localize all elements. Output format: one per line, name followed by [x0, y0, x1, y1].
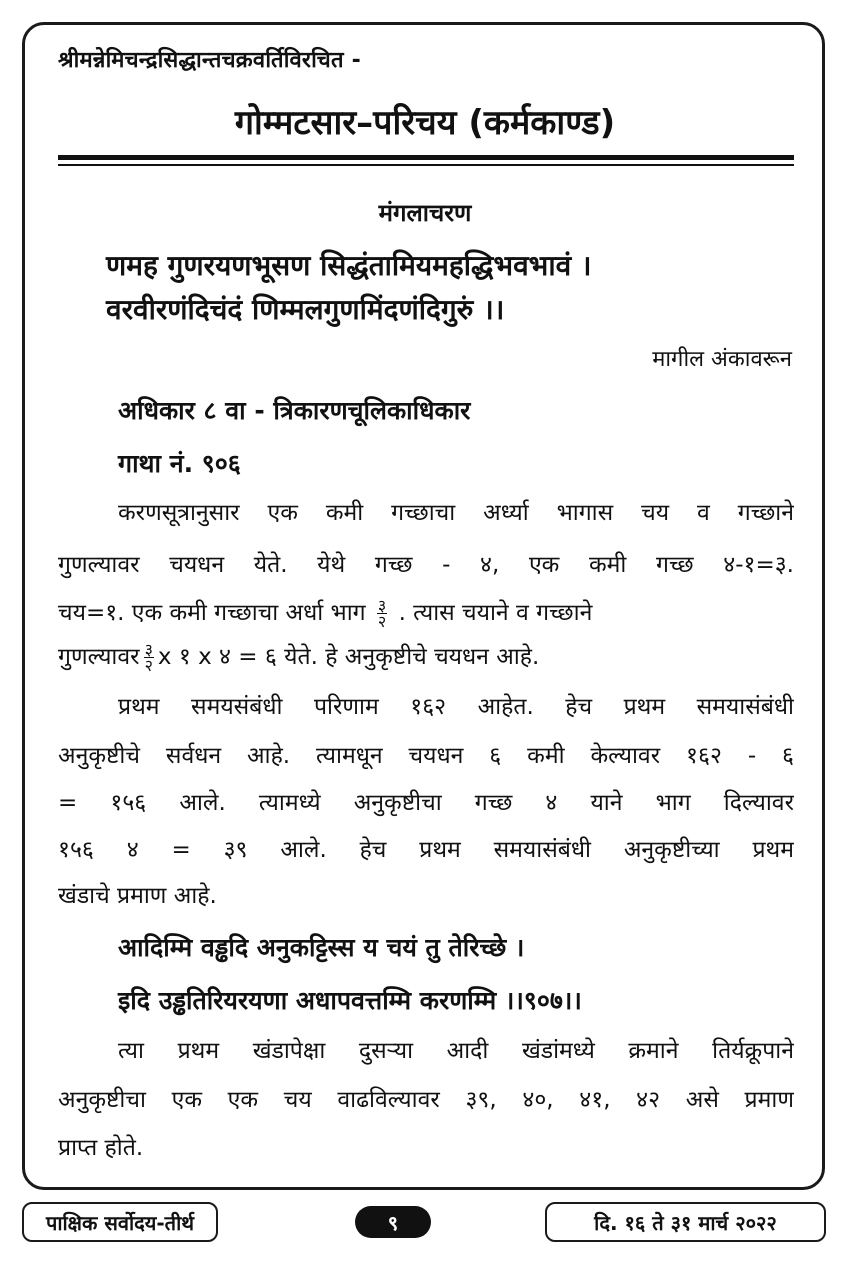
fraction-denominator: २ [144, 656, 153, 675]
paragraph-1-line-4 [58, 642, 794, 673]
paragraph-2-line-4: १५६ ४ = ३९ आले. हेच प्रथम समयासंबंधी अनुकृष्टीच्या प्रथम [58, 837, 794, 863]
footer-publication: पाक्षिक सर्वोदय-तीर्थ [22, 1202, 218, 1242]
paragraph-1-line-4-text-b: x १ x ४ = ६ येते. हे अनुकृष्टीचे चयधन आहे. [157, 644, 540, 670]
paragraph-1-line-3-text-b: . त्यास चयाने व गच्छाने [398, 600, 593, 626]
title-divider-thick [58, 155, 794, 160]
verse-907-line-2: इदि उड्ढतिरियरयणा अधापवत्तम्मि करणम्मि ।।९०७।। [118, 986, 582, 1015]
page-title: गोम्मटसार–परिचय (कर्मकाण्ड) [234, 103, 616, 143]
paragraph-3-line-3: प्राप्त होते. [58, 1135, 144, 1161]
verse-907-line-1: आदिम्मि वड्ढदि अनुकट्टिस्स य चयं तु तेरिच्छे । [118, 933, 525, 962]
page-number: ९ [355, 1206, 431, 1238]
paragraph-1-line-3-text-a: चय=१. एक कमी गच्छाचा अर्धा भाग [58, 600, 366, 626]
paragraph-2-line-3: = १५६ आले. त्यामध्ये अनुकृष्टीचा गच्छ ४ याने भाग दिल्यावर [58, 790, 794, 816]
paragraph-3-line-1: त्या प्रथम खंडापेक्षा दुसऱ्या आदी खंडांमध्ये क्रमाने तिर्यक्रूपाने [118, 1038, 794, 1064]
paragraph-2-line-2: अनुकृष्टीचे सर्वधन आहे. त्यामधून चयधन ६ कमी केल्यावर १६२ - ६ [58, 743, 794, 769]
fraction-three-halves [377, 598, 387, 629]
chapter-title: अधिकार ८ वा - त्रिकारणचूलिकाधिकार [118, 396, 471, 425]
continued-note: मागील अंकावरून [652, 347, 792, 372]
footer-date-range: दि. १६ ते ३१ मार्च २०२२ [545, 1202, 826, 1242]
paragraph-2-line-5: खंडाचे प्रमाण आहे. [58, 883, 217, 909]
invocation-verse-line-1: णमह गुणरयणभूसण सिद्धंतामियमहद्धिभवभावं । [106, 249, 592, 282]
fraction-numerator: ३ [144, 640, 153, 659]
paragraph-1-line-4-text-a: गुणल्यावर [58, 644, 140, 670]
title-divider-thin [58, 164, 794, 166]
paragraph-1-line-3 [58, 598, 794, 629]
fraction-denominator: २ [377, 612, 387, 631]
paragraph-1-line-1: करणसूत्रानुसार एक कमी गच्छाचा अर्ध्या भागास चय व गच्छाने [118, 500, 794, 526]
fraction-numerator: ३ [377, 596, 387, 615]
invocation-heading: मंगलाचरण [378, 199, 472, 227]
gatha-number: गाथा नं. ९०६ [118, 449, 241, 478]
series-title: श्रीमन्नेमिचन्द्रसिद्धान्तचक्रवर्तिविरचित - [58, 48, 361, 73]
paragraph-1-line-2: गुणल्यावर चयधन येते. येथे गच्छ - ४, एक कमी गच्छ ४-१=३. [58, 552, 794, 578]
invocation-verse-line-2: वरवीरणंदिचंदं णिम्मलगुणमिंदणंदिगुरुं ।। [106, 293, 505, 326]
paragraph-2-line-1: प्रथम समयसंबंधी परिणाम १६२ आहेत. हेच प्रथम समयासंबंधी [118, 694, 794, 720]
fraction-three-halves-2 [144, 642, 154, 673]
paragraph-3-line-2: अनुकृष्टीचा एक एक चय वाढविल्यावर ३९, ४०, ४१, ४२ असे प्रमाण [58, 1087, 794, 1113]
